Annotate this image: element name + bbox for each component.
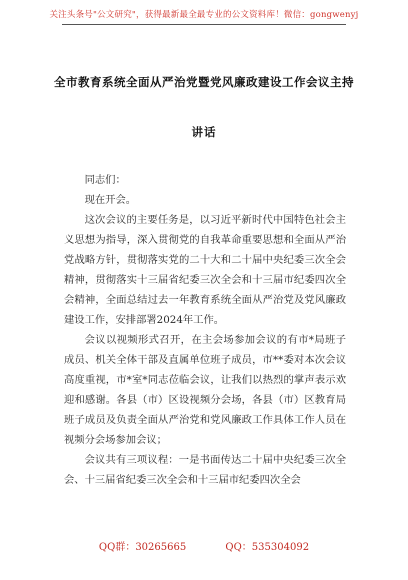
- header-divider: [62, 24, 346, 25]
- salutation: 同志们：: [84, 174, 126, 186]
- document-title: 全市教育系统全面从严治党暨党风廉政建设工作会议主持: [54, 75, 354, 89]
- document-title-continued: 讲话: [191, 125, 217, 139]
- document-body: [64, 170, 346, 490]
- paragraph-tasks: 这次会议的主要任务是，以习近平新时代中国特色社会主义思想为指导，深入贯彻党的自我革命重要思想和全面从严治党战略方针，贯彻落实党的二十大和二十届中央纪委三次全会精神，贯彻落实十三届省纪委三次全会和十三届市纪委四次全会精神，全面总结过去一年教育系统全面从严治党及党风廉政建设工作，安排部署2024年工作。: [64, 214, 346, 326]
- footer-qq: QQ：535304092: [225, 542, 310, 553]
- footer-contact: [0, 538, 408, 553]
- footer-qq-group: QQ群：30265665: [98, 542, 187, 553]
- paragraph-opening: 现在开会。: [84, 194, 137, 206]
- paragraph-attendance: 会议以视频形式召开，在主会场参加会议的有市*局班子成员、机关全体干部及直属单位班子成员，市**委对本次会议高度重视，市*室*同志莅临会议，让我们以热烈的掌声表示欢迎和感谢。各县（市）区设视频分会场，各县（市）区教育局班子成员及负责全面从严治党和党风廉政工作具体工作人员在视频分会场参加会议；: [64, 334, 346, 446]
- paragraph-agenda: 会议共有三项议程：一是书面传达二十届中央纪委三次全会、十三届省纪委三次全会和十三届市纪委四次全会: [64, 454, 346, 486]
- header-promo-note: 关注头条号"公文研究"，获得最新最全最专业的公文资料库！微信：gongwenyj: [49, 10, 359, 20]
